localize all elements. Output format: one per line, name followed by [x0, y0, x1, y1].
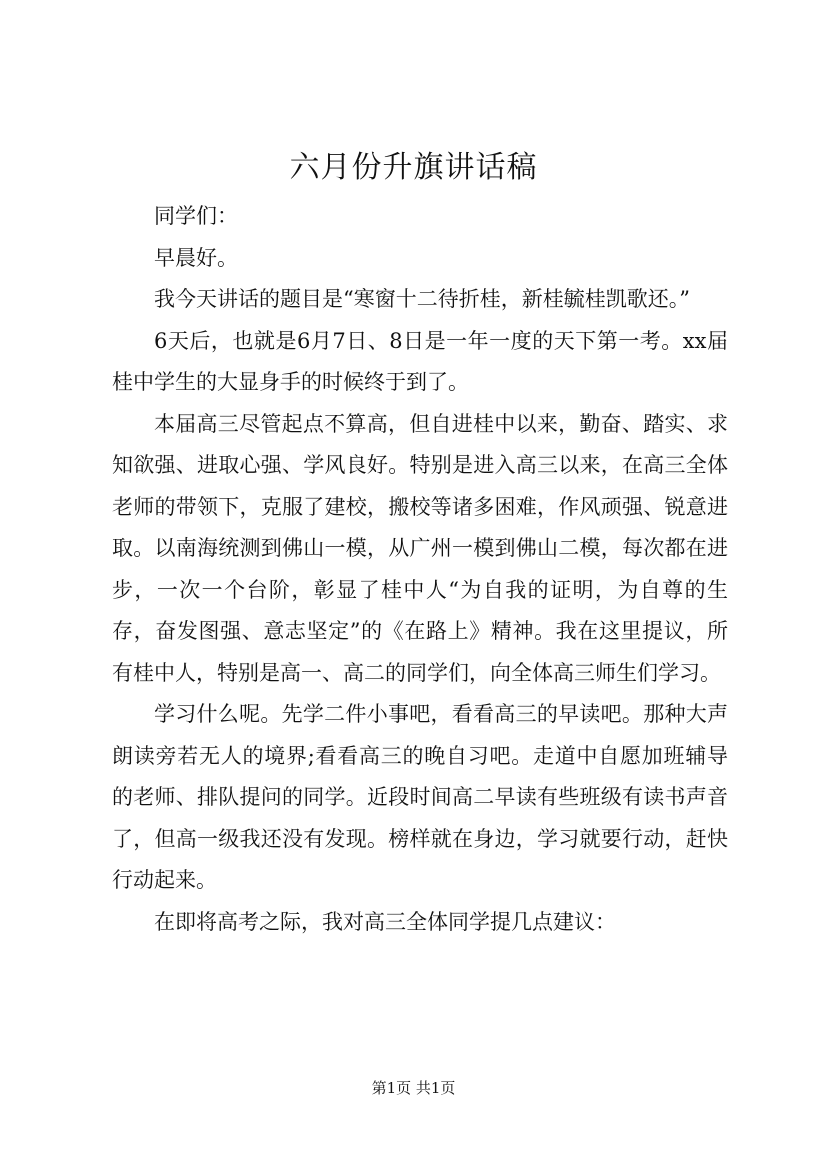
paragraph-what-to-learn: 学习什么呢。先学二件小事吧，看看高三的早读吧。那种大声朗读旁若无人的境界;看看高三的晚自习吧。走道中自愿加班辅导的老师、排队提问的同学。近段时间高二早读有些班级有读书声音了，但高一级我还没有发现。榜样就在身边，学习就要行动，赶快行动起来。: [112, 702, 728, 892]
document-body: [112, 196, 728, 943]
paragraph-topic: 我今天讲话的题目是“寒窗十二待折桂，新桂毓桂凯歌还。”: [154, 287, 690, 311]
document-title: 六月份升旗讲话稿: [289, 150, 538, 185]
paragraph-good-morning: 早晨好。: [154, 245, 238, 270]
paragraph-greeting: 同学们：: [154, 204, 238, 228]
paragraph-suggestions-intro: 在即将高考之际，我对高三全体同学提几点建议：: [154, 909, 616, 934]
paragraph-senior-class: 本届高三尽管起点不算高，但自进桂中以来，勤奋、踏实、求知欲强、进取心强、学风良好。特别是进入高三以来，在高三全体老师的带领下，克服了建校，搬校等诸多困难，作风顽强、锐意进取。以南海统测到佛山一模，从广州一模到佛山二模，每次都在进步，一次一个台阶，彰显了桂中人“为自我的证明，为自尊的生存，奋发图强、意志坚定”的《在路上》精神。我在这里提议，所有桂中人，特别是高一、高二的同学们，向全体高三师生们学习。: [112, 411, 728, 685]
page-footer: 第1页 共1页: [371, 1079, 456, 1097]
paragraph-exam-date: 6天后，也就是6月7日、8日是一年一度的天下第一考。xx届桂中学生的大显身手的时候终于到了。: [112, 328, 728, 394]
